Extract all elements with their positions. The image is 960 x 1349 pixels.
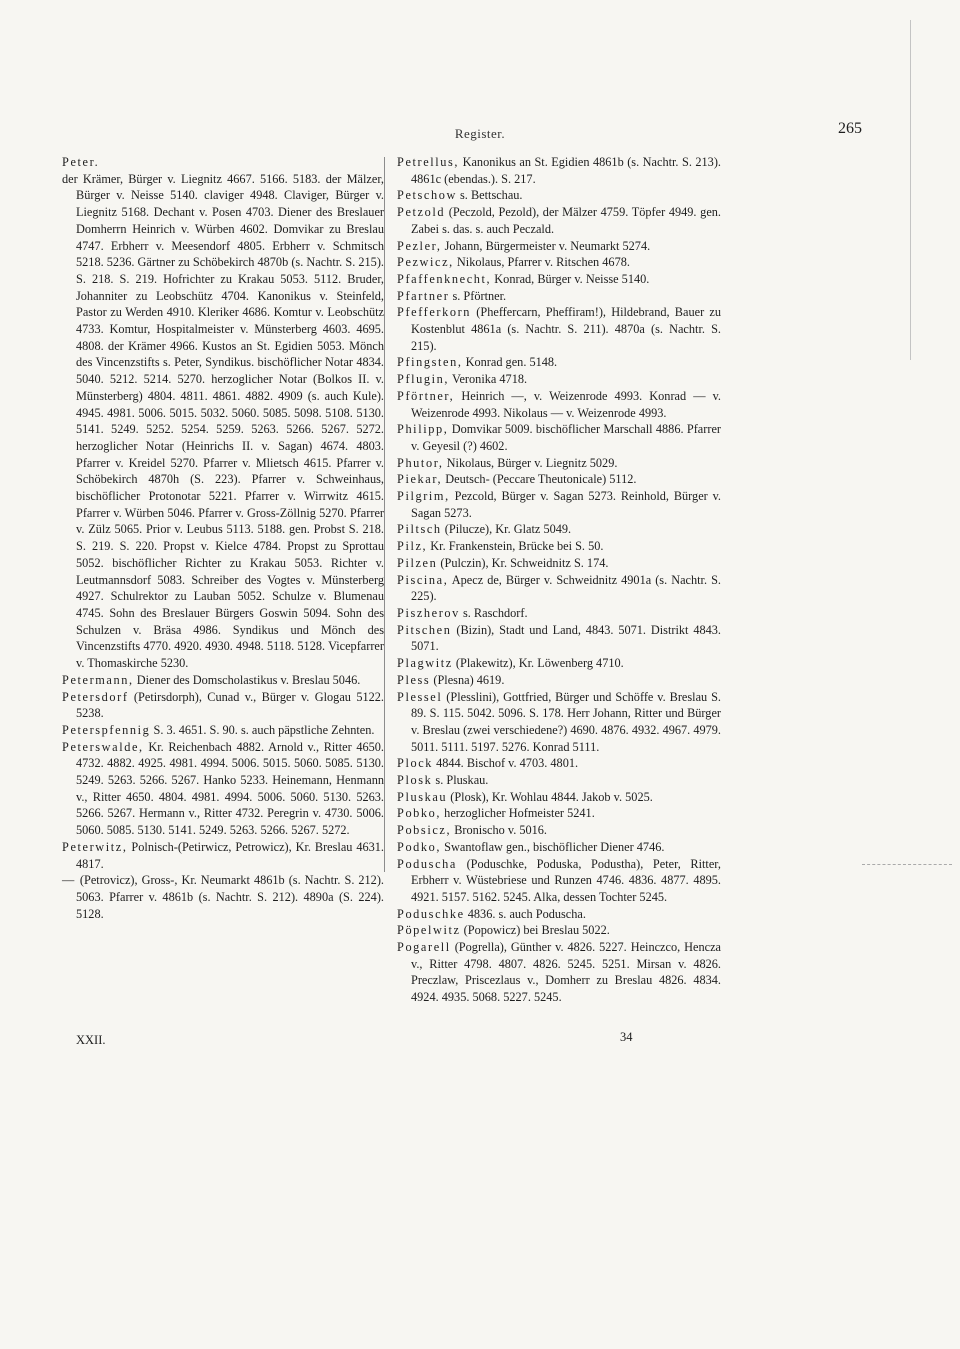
index-entry <box>397 622 721 655</box>
entry-text: (Popowicz) bei Breslau 5022. <box>460 923 610 938</box>
entry-headword: Petersdorf <box>62 689 129 704</box>
entry-headword: Podko, <box>397 839 442 854</box>
index-entry <box>397 839 721 856</box>
index-entry <box>397 772 721 789</box>
entry-headword: Pilz, <box>397 539 428 554</box>
page-header <box>0 118 960 148</box>
entry-headword: Petrellus, <box>397 155 460 169</box>
entry-text: Kr. Reichenbach 4882. Arnold v., Ritter 4650. 4732. 4882. 4925. 4981. 4994. 5006. 5015. 5060. 5085. 5130. 5249. 5263. 5266. 5267. Hanko 5233. Heinemann, Henmann v., Ritter 4650. 4804. 4981. 4994. 5006. 5060. 5130. 5263. 5266. 5267. Hermann v., Ritter 4732. Peregrin v. 4730. 5006. 5060. 5085. 5130. 5141. 5249. 5263. 5266. 5267. 5272. <box>76 739 384 838</box>
index-entry <box>397 822 721 839</box>
entry-headword: Pogarell <box>397 940 451 955</box>
entry-text: s. Raschdorf. <box>459 605 528 620</box>
entry-text: Kanonikus an St. Egidien 4861b (s. Nachtr. S. 213). 4861c (ebendas.). S. 217. <box>411 155 721 186</box>
entry-headword: — <box>62 873 76 888</box>
entry-text: (Plesna) 4619. <box>430 672 505 687</box>
entry-text: s. Pförtner. <box>449 288 507 303</box>
index-entry <box>397 304 721 354</box>
entry-text: Johann, Bürgermeister v. Neumarkt 5274. <box>441 238 651 253</box>
index-entry <box>397 538 721 555</box>
entry-text: Kr. Frankenstein, Brücke bei S. 50. <box>427 539 604 554</box>
index-entry <box>397 521 721 538</box>
index-entry <box>62 839 384 872</box>
index-entry <box>62 689 384 722</box>
entry-headword: Plosk <box>397 773 433 788</box>
entry-text: (Petirsdorph), Cunad v., Bürger v. Glogau 5122. 5238. <box>76 689 384 721</box>
entry-headword: Piekar, <box>397 472 443 487</box>
entry-headword: Pfingsten, <box>397 355 463 370</box>
entry-headword: Pitschen <box>397 622 452 637</box>
entry-text: herzoglicher Hofmeister 5241. <box>441 806 595 821</box>
page-number: 265 <box>838 120 862 137</box>
entry-text: (Pogrella), Günther v. 4826. 5227. Heinczco, Hencza v., Ritter 4798. 4807. 4826. 5245. 5251. Mirsan v. 4826. Preczlaw, Priscezlaus v., Domherr zu Breslau 4826. 4834. 4924. 4935. 5068. 5227. 5245. <box>411 940 721 1005</box>
index-entry <box>62 672 384 689</box>
entry-headword: Pless <box>397 672 431 687</box>
index-entry <box>397 906 721 923</box>
entry-headword: Piscina, <box>397 572 449 587</box>
index-entry <box>62 722 384 739</box>
entry-text: (Pheffercarn, Pheffiram!), Hildebrand, Bauer zu Kostenblut 4861a (s. Nachtr. S. 211). 4870a (s. Nachtr. S. 215). <box>411 305 721 353</box>
entry-headword: Pezler, <box>397 238 442 253</box>
entry-text: Deutsch- (Peccare Theutonicale) 5112. <box>442 472 637 487</box>
index-entry <box>397 271 721 288</box>
entry-text: (Pilucze), Kr. Glatz 5049. <box>441 522 572 537</box>
entry-text: (Petrovicz), Gross-, Kr. Neumarkt 4861b (s. Nachtr. S. 212). 5063. Pfarrer v. 4861b (s. Nachtr. S. 212). 4890a (S. 224). 5128. <box>75 873 384 921</box>
entry-headword: Peterwitz, <box>62 839 128 854</box>
entry-text: Konrad gen. 5148. <box>462 355 558 370</box>
entry-text: (Plosk), Kr. Wohlau 4844. Jakob v. 5025. <box>447 789 653 804</box>
entry-text: Diener des Domscholastikus v. Breslau 5046. <box>133 672 361 687</box>
index-entry <box>397 555 721 572</box>
entry-text: (Plakewitz), Kr. Löwenberg 4710. <box>452 656 624 671</box>
entry-headword: Pobsicz, <box>397 823 452 838</box>
index-entry <box>397 288 721 305</box>
index-entry <box>397 856 721 906</box>
entry-text: Nikolaus, Bürger v. Liegnitz 5029. <box>443 455 618 470</box>
signature-mark: XXII. <box>76 1033 106 1047</box>
entry-text: (Plesslini), Gottfried, Bürger und Schöffe v. Breslau S. 89. S. 115. 5042. 5096. S. 178. Herr Johann, Ritter und Bürger v. Breslau (zwei verschiedene?) 4690. 4876. 4932. 4967. 4979. 5011. 5111. 5197. 5276. Konrad 5111. <box>411 689 721 754</box>
entry-headword: Piltsch <box>397 522 442 537</box>
entry-headword: Pezwicz, <box>397 255 454 270</box>
entry-text: Nikolaus, Pfarrer v. Ritschen 4678. <box>453 255 630 270</box>
entry-headword: Philipp, <box>397 422 449 437</box>
index-entry <box>62 154 384 171</box>
index-entry <box>397 672 721 689</box>
index-entry <box>397 154 721 187</box>
index-entry <box>397 755 721 772</box>
entry-headword: Plessel <box>397 689 443 704</box>
entry-text: Domvikar 5009. bischöflicher Marschall 4886. Pfarrer v. Geyesil (?) 4602. <box>411 422 721 453</box>
edge-dash <box>862 864 952 865</box>
index-entry <box>397 254 721 271</box>
index-entry <box>397 939 721 1006</box>
entry-headword: Petermann, <box>62 672 134 687</box>
entry-text: 4836. s. auch Poduscha. <box>464 906 586 921</box>
entry-headword: Pöpelwitz <box>397 923 461 938</box>
entry-text: (Bizin), Stadt und Land, 4843. 5071. Distrikt 4843. 5071. <box>411 622 721 654</box>
entry-headword: Pilgrim, <box>397 489 450 504</box>
index-entry <box>397 238 721 255</box>
entry-headword: Pluskau <box>397 789 448 804</box>
index-entry <box>397 922 721 939</box>
entry-text: Konrad, Bürger v. Neisse 5140. <box>491 271 650 286</box>
entry-text: (Peczold, Pezold), der Mälzer 4759. Töpfer 4949. gen. Zabei s. das. s. auch Peczald. <box>411 205 721 236</box>
index-entry <box>397 187 721 204</box>
entry-headword: Peter. <box>62 155 100 169</box>
entry-text: S. 3. 4651. S. 90. s. auch päpstliche Zehnten. <box>150 722 375 737</box>
index-entry <box>397 488 721 521</box>
entry-text: Veronika 4718. <box>449 372 528 387</box>
index-entry <box>397 455 721 472</box>
entry-text: Apecz de, Bürger v. Schweidnitz 4901a (s. Nachtr. S. 225). <box>411 572 721 604</box>
entry-headword: Pobko, <box>397 806 442 821</box>
entry-headword: Pilzen <box>397 555 438 570</box>
entry-headword: Poduschke <box>397 906 465 921</box>
right-column <box>397 154 721 1006</box>
index-entry <box>397 655 721 672</box>
entry-text: s. Pluskau. <box>432 773 489 788</box>
entry-headword: Petzold <box>397 205 446 220</box>
index-entry <box>62 739 384 839</box>
index-entry <box>397 805 721 822</box>
index-entry <box>397 371 721 388</box>
entry-text: Swantoflaw gen., bischöflicher Diener 4746. <box>441 839 665 854</box>
entry-headword: Peterswalde, <box>62 739 144 754</box>
entry-headword: Pflugin, <box>397 372 450 387</box>
entry-text: Bronischo v. 5016. <box>451 823 548 838</box>
entry-headword: Petschow <box>397 188 457 203</box>
index-entry <box>397 388 721 421</box>
edge-line <box>910 20 911 360</box>
entry-text: (Poduschke, Poduska, Podustha), Peter, Ritter, Erbherr v. Wüstebriese und Runzen 4746. 4836. 4877. 4895. 4921. 5157. 5162. 5245. Alka, dessen Tochter 5245. <box>411 856 721 904</box>
index-entry <box>397 204 721 237</box>
running-head: Register. <box>454 126 506 141</box>
entry-headword: Peterspfennig <box>62 722 151 737</box>
entry-text: Polnisch-(Petirwicz, Petrowicz), Kr. Breslau 4631. 4817. <box>76 839 384 871</box>
entry-headword: Phutor, <box>397 455 444 470</box>
entry-text: der Krämer, Bürger v. Liegnitz 4667. 5166. 5183. der Mälzer, Bürger v. Neisse 5140. claviger 4948. Claviger, Bürger v. Liegnitz 5168. Dechant v. Posen 4703. Diener des Breslauer Domherrn Heinrich v. Würben 4602. Domvikar zu Breslau 4747. Erbherr v. Meesendorf 4805. Erbherr v. Schmitsch 5218. 5236. Gärtner zu Schöbekirch 4870b (s. Nachtr. S. 215). S. 218. S. 219. Hofrichter zu Krakau 5053. 5112. Bruder, Johanniter zu Leobschütz 4704. Kanonikus v. Steinfeld, Pastor zu Werden 4910. Kleriker 4686. Komtur v. Leobschütz 4733. Komtur, Hospitalmeister v. Münsterberg 4603. 4695. 4808. der Krämer 4966. Kustos an St. Egidien 5053. Mönch des Vincenzstifts s. Peter, Syndikus. bischöflicher Notar 4834. 5040. 5212. 5214. 5270. herzoglicher Notar (Bolkos II. v. Münsterberg) 4804. 4811. 4861. 4882. 4909 (s. auch Kule). 4945. 4981. 5006. 5015. 5032. 5060. 5085. 5098. 5108. 5130. 5141. 5249. 5252. 5254. 5259. 5263. 5266. 5267. 5272. herzoglicher Notar (Heinrichs II. v. Sagan) 4674. 4803. Pfarrer v. Kreidel 5270. Pfarrer v. Mlietsch 4615. Pfarrer v. Schöbekirch 4870h (S. 223). Pfarrer v. Schweinhaus, bischöflicher Protonotar 5221. Pfarrer v. Wirrwitz 4615. Pfarrer v. Würben 5046. Pfarrer v. Gross-Zöllnig 5270. Pfarrer v. Zülz 5065. Prior v. Leubus 5113. 5188. gen. Probst S. 218. S. 219. S. 220. Propst v. Kielce 4784. Propst zu Sprottau 5052. bischöflicher Richter zu Krakau 5053. Richter v. Leutmannsdorf 5083. Schreiber des Vogtes v. Münsterberg 4927. Schulrektor zu Lauban 5052. Schulze v. Blumenau 4745. Sohn des Breslauer Bürgers Goswin 5094. Sohn des Schulzen v. Bräsa 4986. Syndikus und Mönch des Vincenzstifts 4770. 4920. 4930. 4948. 5118. 5128. Vicepfarrer v. Thomaskirche 5230. <box>62 171 384 671</box>
entry-headword: Plagwitz <box>397 656 453 671</box>
entry-text: Pezcold, Bürger v. Sagan 5273. Reinhold, Bürger v. Sagan 5273. <box>411 489 721 520</box>
index-entry <box>397 471 721 488</box>
entry-headword: Piszherov <box>397 605 460 620</box>
column-divider <box>384 157 385 872</box>
entry-headword: Pfaffenknecht, <box>397 271 492 286</box>
entry-text: (Pulczin), Kr. Schweidnitz S. 174. <box>437 555 609 570</box>
index-entry <box>62 171 384 672</box>
entry-headword: Plock <box>397 756 434 771</box>
entry-text: 4844. Bischof v. 4703. 4801. <box>433 756 579 771</box>
index-entry <box>397 421 721 454</box>
index-entry <box>397 605 721 622</box>
index-entry <box>397 689 721 756</box>
sheet-number: 34 <box>620 1030 633 1044</box>
entry-text: Heinrich —, v. Weizenrode 4993. Konrad — v. Weizenrode 4993. Nikolaus — v. Weizenrode 4993. <box>411 388 721 420</box>
index-entry <box>62 872 384 922</box>
index-entry <box>397 572 721 605</box>
index-entry <box>397 789 721 806</box>
left-column <box>62 154 384 922</box>
index-entry <box>397 354 721 371</box>
entry-headword: Pförtner, <box>397 388 455 403</box>
entry-headword: Pfartner <box>397 288 450 303</box>
entry-headword: Poduscha <box>397 856 457 871</box>
entry-text: s. Bettschau. <box>456 188 523 203</box>
entry-headword: Pfefferkorn <box>397 305 472 320</box>
